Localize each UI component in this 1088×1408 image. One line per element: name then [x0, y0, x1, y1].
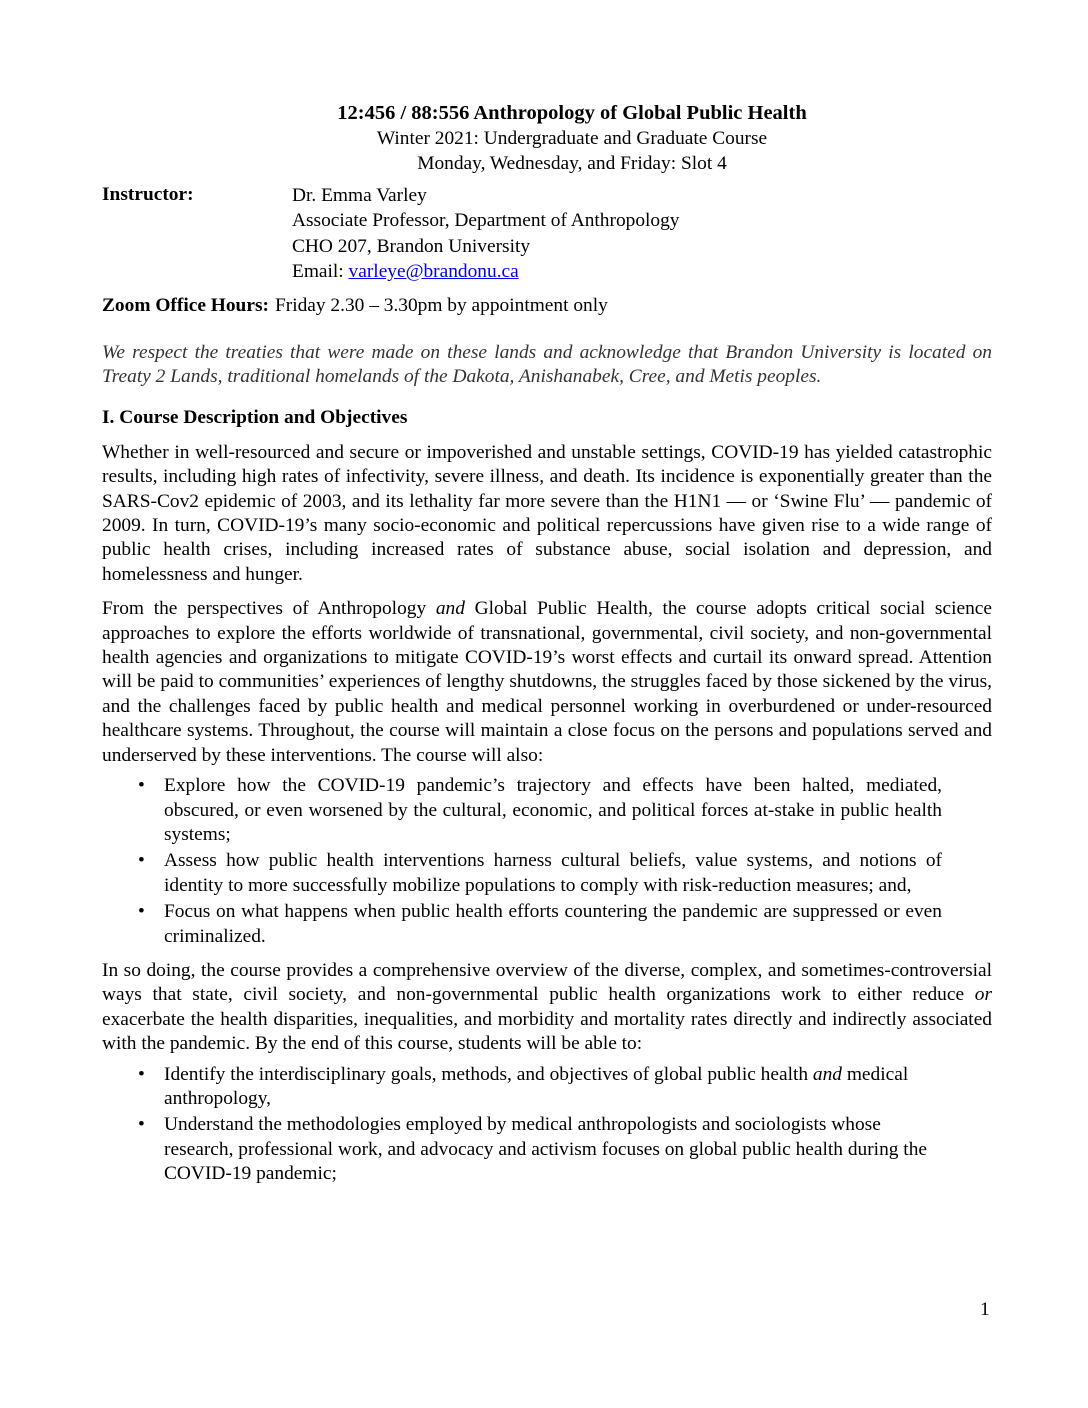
outcome-1-text-a: Identify the interdisciplinary goals, methods, and objectives of global public health: [164, 1063, 813, 1085]
outcome-1-text-b: medical anthropology,: [164, 1063, 909, 1109]
instructor-details: [292, 183, 992, 284]
outcomes-list: [102, 1063, 942, 1187]
list-item: • Focus on what happens when public health efforts countering the pandemic are suppressed or even criminalized.: [164, 900, 942, 949]
land-acknowledgement: We respect the treaties that were made on these lands and acknowledge that Brandon University is located on Treaty 2 Lands, traditional homelands of the Dakota, Anishanabek, Cree, and Metis peoples.: [102, 341, 992, 387]
paragraph-2-text-b: Global Public Health, the course adopts critical social science approaches to explore the efforts worldwide of transnational, governmental, civil society, and non-governmental health agencies and organizations to mitigate COVID-19’s worst effects and curtail its onward spread. Attention will be paid to communities’ experiences of lengthy shutdowns, the struggles faced by those sickened by the virus, and the challenges faced by public health and medical personnel working in overburdened or under-resourced healthcare systems. Throughout, the course will maintain a close focus on the persons and populations served and underserved by these interventions. The course will also:: [102, 598, 992, 766]
syllabus-page: [102, 100, 992, 1189]
office-hours-label: Zoom Office Hours:: [102, 295, 269, 317]
paragraph-2-emphasis: and: [435, 598, 465, 620]
paragraph-2-text-a: From the perspectives of Anthropology: [102, 598, 436, 620]
office-hours: [102, 294, 992, 318]
list-item: • Assess how public health interventions harness cultural beliefs, value systems, and notions of identity to more successfully mobilize populations to comply with risk-reduction measures; and,: [164, 849, 942, 898]
instructor-label: Instructor:: [102, 184, 194, 205]
office-hours-value: Friday 2.30 – 3.30pm by appointment only: [274, 295, 608, 317]
list-item: • Explore how the COVID-19 pandemic’s trajectory and effects have been halted, mediated, obscured, or even worsened by the cultural, economic, and political forces at-stake in public health systems;: [164, 774, 942, 847]
list-item: [164, 1063, 942, 1112]
instructor-name: Dr. Emma Varley: [292, 185, 427, 206]
instructor-email-line: [292, 259, 992, 284]
instructor-position: Associate Professor, Department of Anthropology: [292, 210, 680, 232]
section-heading: I. Course Description and Objectives: [102, 407, 408, 429]
paragraph-3-text-a: In so doing, the course provides a comprehensive overview of the diverse, complex, and sometimes-controversial ways that state, civil society, and non-governmental public health organizations work to either reduce: [102, 959, 992, 1006]
course-term: Winter 2021: Undergraduate and Graduate Course: [376, 128, 768, 149]
objectives-list: [102, 774, 942, 949]
course-header: [102, 100, 992, 176]
paragraph-3-text-b: exacerbate the health disparities, inequalities, and morbidity and mortality rates directly and indirectly associated with the pandemic. By the end of this course, students will be able to:: [102, 1008, 992, 1055]
instructor-office: CHO 207, Brandon University: [292, 235, 531, 257]
email-link[interactable]: varleye@brandonu.ca: [348, 260, 519, 282]
list-item: • Understand the methodologies employed by medical anthropologists and sociologists whose research, professional work, and advocacy and activism focuses on global public health during the COVID-19 pandemic;: [164, 1113, 942, 1186]
course-schedule: Monday, Wednesday, and Friday: Slot 4: [417, 153, 727, 174]
course-title: 12:456 / 88:556 Anthropology of Global Public Health: [337, 102, 807, 124]
paragraph-3: [102, 959, 992, 1057]
outcome-1-emphasis: and: [812, 1063, 842, 1085]
instructor-block: [102, 183, 992, 284]
email-label: Email:: [292, 260, 349, 282]
paragraph-2: [102, 597, 992, 768]
paragraph-3-emphasis: or: [974, 984, 992, 1006]
page-number: 1: [980, 1299, 990, 1320]
paragraph-1: Whether in well-resourced and secure or impoverished and unstable settings, COVID-19 has yielded catastrophic results, including high rates of infectivity, severe illness, and death. Its incidence is exponentially greater than the SARS-Cov2 epidemic of 2003, and its lethality far more severe than the H1N1 — or ‘Swine Flu’ — pandemic of 2009. In turn, COVID-19’s many socio-economic and political repercussions have given rise to a wide range of public health crises, including increased rates of substance abuse, social isolation and depression, and homelessness and hunger.: [102, 441, 992, 585]
